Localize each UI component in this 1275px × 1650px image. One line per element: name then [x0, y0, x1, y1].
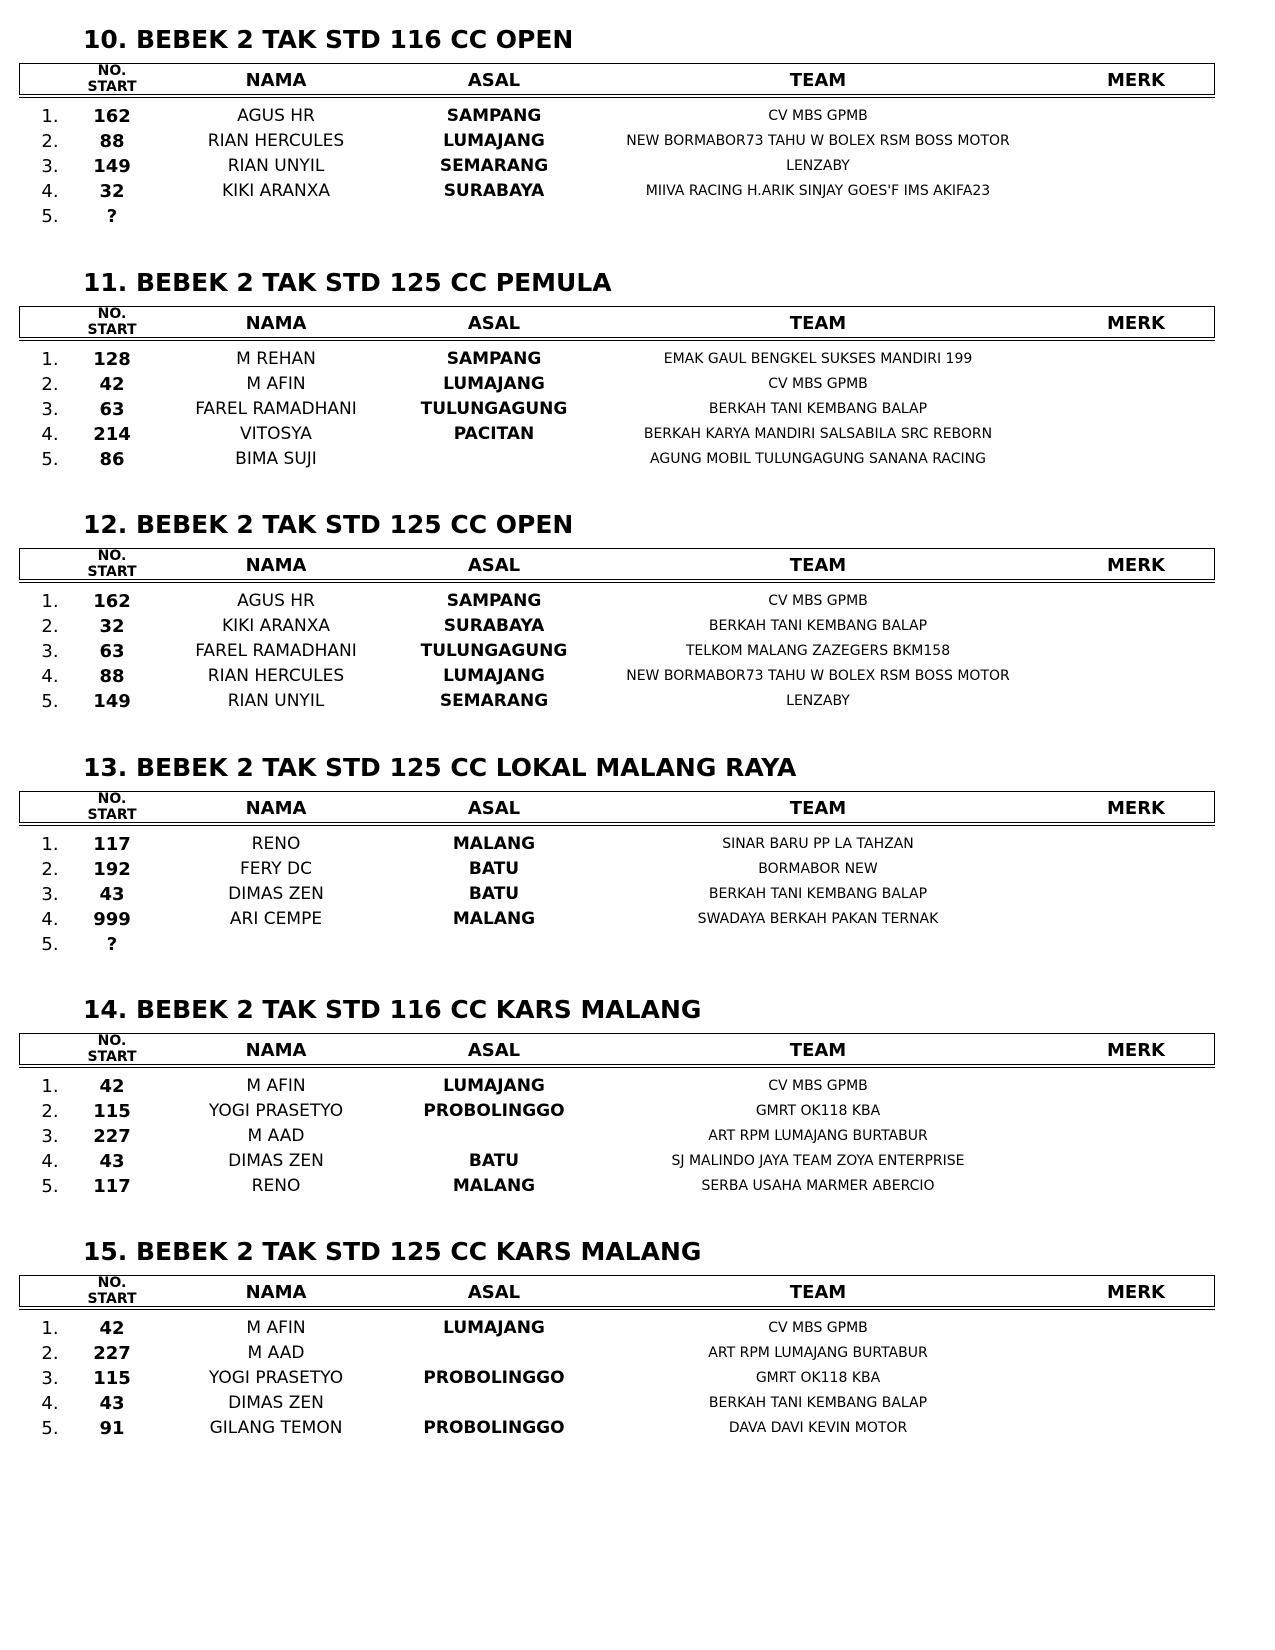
rider-name-cell: YOGI PRASETYO — [208, 1101, 344, 1121]
table-row — [0, 857, 1275, 882]
position-cell: 5. — [41, 691, 59, 712]
start-number-cell: 999 — [93, 909, 131, 930]
origin-cell: PROBOLINGGO — [423, 1101, 565, 1121]
table-row — [0, 1366, 1275, 1391]
team-cell: SWADAYA BERKAH PAKAN TERNAK — [697, 911, 939, 927]
rider-name-cell: M AAD — [247, 1343, 305, 1363]
rider-name-cell: M AFIN — [246, 1318, 306, 1338]
header-team: TEAM — [789, 313, 847, 334]
table-header — [19, 306, 1215, 338]
origin-cell: LUMAJANG — [443, 666, 545, 686]
table-body — [0, 832, 1275, 957]
header-team: TEAM — [789, 555, 847, 576]
position-cell: 1. — [41, 591, 59, 612]
rider-name-cell: M REHAN — [236, 349, 316, 369]
position-cell: 3. — [41, 641, 59, 662]
origin-cell: SURABAYA — [443, 616, 545, 636]
table-row — [0, 1124, 1275, 1149]
rider-name-cell: DIMAS ZEN — [228, 1393, 324, 1413]
start-number-cell: 43 — [99, 884, 125, 905]
header-no-start: NO. START — [87, 1033, 137, 1065]
table-header — [19, 1033, 1215, 1065]
start-number-cell: 128 — [93, 349, 131, 370]
start-number-cell: 91 — [99, 1418, 125, 1439]
team-cell: ART RPM LUMAJANG BURTABUR — [708, 1345, 928, 1361]
position-cell: 3. — [41, 156, 59, 177]
rider-name-cell: M AFIN — [246, 374, 306, 394]
table-row — [0, 614, 1275, 639]
race-section — [0, 268, 1275, 501]
header-divider — [19, 1064, 1215, 1065]
origin-cell: SAMPANG — [446, 106, 542, 126]
start-number-cell: 43 — [99, 1151, 125, 1172]
table-row — [0, 1391, 1275, 1416]
start-number-cell: 42 — [99, 374, 125, 395]
position-cell: 5. — [41, 934, 59, 955]
header-asal: ASAL — [467, 313, 521, 334]
team-cell: MIIVA RACING H.ARIK SINJAY GOES'F IMS AKIFA23 — [645, 183, 991, 199]
position-cell: 2. — [41, 131, 59, 152]
start-number-cell: 63 — [99, 399, 125, 420]
rider-name-cell: RIAN UNYIL — [227, 156, 325, 176]
position-cell: 4. — [41, 909, 59, 930]
team-cell: BERKAH KARYA MANDIRI SALSABILA SRC REBORN — [643, 426, 993, 442]
header-divider — [19, 1309, 1215, 1310]
header-team: TEAM — [789, 1040, 847, 1061]
header-divider — [19, 1067, 1215, 1068]
origin-cell: MALANG — [452, 1176, 536, 1196]
table-body — [0, 104, 1275, 229]
section-title: 12. BEBEK 2 TAK STD 125 CC OPEN — [83, 510, 574, 539]
position-cell: 1. — [41, 1318, 59, 1339]
origin-cell: LUMAJANG — [443, 374, 545, 394]
table-row — [0, 589, 1275, 614]
position-cell: 2. — [41, 616, 59, 637]
team-cell: BERKAH TANI KEMBANG BALAP — [708, 886, 928, 902]
position-cell: 3. — [41, 1368, 59, 1389]
team-cell: SINAR BARU PP LA TAHZAN — [722, 836, 914, 852]
header-divider — [19, 337, 1215, 338]
start-number-cell: 162 — [93, 106, 131, 127]
team-cell: BERKAH TANI KEMBANG BALAP — [708, 618, 928, 634]
header-divider — [19, 579, 1215, 580]
position-cell: 3. — [41, 399, 59, 420]
team-cell: CV MBS GPMB — [768, 593, 868, 609]
table-row — [0, 639, 1275, 664]
table-row — [0, 1416, 1275, 1441]
origin-cell: SEMARANG — [439, 691, 549, 711]
position-cell: 5. — [41, 1176, 59, 1197]
table-body — [0, 589, 1275, 714]
origin-cell: TULUNGAGUNG — [420, 399, 568, 419]
team-cell: ART RPM LUMAJANG BURTABUR — [708, 1128, 928, 1144]
header-no-start: NO. START — [87, 63, 137, 95]
rider-name-cell: AGUS HR — [237, 106, 315, 126]
table-row — [0, 397, 1275, 422]
team-cell: CV MBS GPMB — [768, 1078, 868, 1094]
rider-name-cell: KIKI ARANXA — [221, 181, 331, 201]
header-divider — [19, 582, 1215, 583]
race-section — [0, 995, 1275, 1228]
rider-name-cell: RIAN UNYIL — [227, 691, 325, 711]
table-row — [0, 882, 1275, 907]
table-row — [0, 832, 1275, 857]
position-cell: 5. — [41, 1418, 59, 1439]
origin-cell: PROBOLINGGO — [423, 1368, 565, 1388]
rider-name-cell: VITOSYA — [240, 424, 312, 444]
start-number-cell: 192 — [93, 859, 131, 880]
header-merk: MERK — [1106, 798, 1166, 819]
rider-name-cell: RIAN HERCULES — [207, 666, 345, 686]
table-row — [0, 1099, 1275, 1124]
position-cell: 4. — [41, 1151, 59, 1172]
table-row — [0, 447, 1275, 472]
team-cell: GMRT OK118 KBA — [755, 1370, 881, 1386]
table-row — [0, 1149, 1275, 1174]
table-row — [0, 1074, 1275, 1099]
origin-cell: PACITAN — [453, 424, 535, 444]
team-cell: CV MBS GPMB — [768, 108, 868, 124]
table-row — [0, 907, 1275, 932]
team-cell: BERKAH TANI KEMBANG BALAP — [708, 1395, 928, 1411]
origin-cell: LUMAJANG — [443, 1318, 545, 1338]
section-title: 14. BEBEK 2 TAK STD 116 CC KARS MALANG — [83, 995, 702, 1024]
position-cell: 4. — [41, 181, 59, 202]
start-number-cell: 117 — [93, 834, 131, 855]
team-cell: CV MBS GPMB — [768, 1320, 868, 1336]
header-merk: MERK — [1106, 555, 1166, 576]
table-row — [0, 372, 1275, 397]
header-asal: ASAL — [467, 70, 521, 91]
start-number-cell: 149 — [93, 156, 131, 177]
origin-cell: BATU — [468, 884, 520, 904]
team-cell: AGUNG MOBIL TULUNGAGUNG SANANA RACING — [650, 451, 986, 467]
origin-cell: LUMAJANG — [443, 1076, 545, 1096]
position-cell: 1. — [41, 1076, 59, 1097]
rider-name-cell: RENO — [251, 1176, 301, 1196]
header-no-start: NO. START — [87, 548, 137, 580]
start-number-cell: 88 — [99, 131, 125, 152]
header-divider — [19, 94, 1215, 95]
table-row — [0, 204, 1275, 229]
table-row — [0, 104, 1275, 129]
position-cell: 4. — [41, 424, 59, 445]
header-team: TEAM — [789, 798, 847, 819]
team-cell: DAVA DAVI KEVIN MOTOR — [728, 1420, 908, 1436]
start-number-cell: ? — [106, 206, 118, 227]
team-cell: TELKOM MALANG ZAZEGERS BKM158 — [685, 643, 951, 659]
race-section — [0, 753, 1275, 986]
start-number-cell: 63 — [99, 641, 125, 662]
rider-name-cell: FAREL RAMADHANI — [195, 641, 357, 661]
team-cell: BERKAH TANI KEMBANG BALAP — [708, 401, 928, 417]
rider-name-cell: FERY DC — [240, 859, 312, 879]
header-no-start: NO. START — [87, 791, 137, 823]
table-row — [0, 1316, 1275, 1341]
team-cell: LENZABY — [786, 158, 850, 174]
origin-cell: SAMPANG — [446, 591, 542, 611]
section-title: 10. BEBEK 2 TAK STD 116 CC OPEN — [83, 25, 574, 54]
rider-name-cell: KIKI ARANXA — [221, 616, 331, 636]
position-cell: 5. — [41, 449, 59, 470]
table-header — [19, 548, 1215, 580]
start-number-cell: 117 — [93, 1176, 131, 1197]
position-cell: 2. — [41, 1101, 59, 1122]
header-no-start: NO. START — [87, 306, 137, 338]
header-asal: ASAL — [467, 555, 521, 576]
position-cell: 3. — [41, 884, 59, 905]
header-nama: NAMA — [245, 798, 307, 819]
table-row — [0, 689, 1275, 714]
section-title: 11. BEBEK 2 TAK STD 125 CC PEMULA — [83, 268, 612, 297]
team-cell: SERBA USAHA MARMER ABERCIO — [701, 1178, 935, 1194]
start-number-cell: 88 — [99, 666, 125, 687]
table-body — [0, 1074, 1275, 1199]
team-cell: SJ MALINDO JAYA TEAM ZOYA ENTERPRISE — [671, 1153, 965, 1169]
table-row — [0, 422, 1275, 447]
origin-cell: BATU — [468, 859, 520, 879]
start-number-cell: 43 — [99, 1393, 125, 1414]
origin-cell: MALANG — [452, 834, 536, 854]
table-row — [0, 154, 1275, 179]
table-row — [0, 1174, 1275, 1199]
table-row — [0, 664, 1275, 689]
position-cell: 2. — [41, 1343, 59, 1364]
table-row — [0, 129, 1275, 154]
rider-name-cell: RIAN HERCULES — [207, 131, 345, 151]
start-number-cell: 149 — [93, 691, 131, 712]
rider-name-cell: M AFIN — [246, 1076, 306, 1096]
table-header — [19, 1275, 1215, 1307]
table-row — [0, 932, 1275, 957]
header-team: TEAM — [789, 1282, 847, 1303]
header-merk: MERK — [1106, 1040, 1166, 1061]
header-asal: ASAL — [467, 1040, 521, 1061]
rider-name-cell: RENO — [251, 834, 301, 854]
header-nama: NAMA — [245, 313, 307, 334]
start-number-cell: 162 — [93, 591, 131, 612]
position-cell: 5. — [41, 206, 59, 227]
table-row — [0, 179, 1275, 204]
start-number-cell: ? — [106, 934, 118, 955]
origin-cell: LUMAJANG — [443, 131, 545, 151]
rider-name-cell: FAREL RAMADHANI — [195, 399, 357, 419]
header-divider — [19, 822, 1215, 823]
origin-cell: SEMARANG — [439, 156, 549, 176]
table-body — [0, 1316, 1275, 1441]
team-cell: NEW BORMABOR73 TAHU W BOLEX RSM BOSS MOTOR — [626, 133, 1010, 149]
position-cell: 2. — [41, 374, 59, 395]
start-number-cell: 214 — [93, 424, 131, 445]
start-number-cell: 32 — [99, 616, 125, 637]
race-section — [0, 1237, 1275, 1470]
race-section — [0, 510, 1275, 743]
header-divider — [19, 340, 1215, 341]
rider-name-cell: ARI CEMPE — [229, 909, 323, 929]
position-cell: 1. — [41, 106, 59, 127]
start-number-cell: 42 — [99, 1318, 125, 1339]
section-title: 13. BEBEK 2 TAK STD 125 CC LOKAL MALANG RAYA — [83, 753, 797, 782]
table-header — [19, 791, 1215, 823]
header-asal: ASAL — [467, 798, 521, 819]
rider-name-cell: GILANG TEMON — [209, 1418, 343, 1438]
start-number-cell: 86 — [99, 449, 125, 470]
table-row — [0, 1341, 1275, 1366]
position-cell: 4. — [41, 1393, 59, 1414]
origin-cell: SURABAYA — [443, 181, 545, 201]
start-number-cell: 32 — [99, 181, 125, 202]
header-no-start: NO. START — [87, 1275, 137, 1307]
position-cell: 1. — [41, 834, 59, 855]
start-number-cell: 115 — [93, 1368, 131, 1389]
race-section — [0, 25, 1275, 258]
team-cell: BORMABOR NEW — [758, 861, 878, 877]
header-team: TEAM — [789, 70, 847, 91]
origin-cell: PROBOLINGGO — [423, 1418, 565, 1438]
position-cell: 1. — [41, 349, 59, 370]
rider-name-cell: BIMA SUJI — [235, 449, 317, 469]
header-asal: ASAL — [467, 1282, 521, 1303]
table-header — [19, 63, 1215, 95]
team-cell: NEW BORMABOR73 TAHU W BOLEX RSM BOSS MOTOR — [626, 668, 1010, 684]
header-divider — [19, 97, 1215, 98]
rider-name-cell: M AAD — [247, 1126, 305, 1146]
header-nama: NAMA — [245, 1282, 307, 1303]
origin-cell: TULUNGAGUNG — [420, 641, 568, 661]
header-divider — [19, 1306, 1215, 1307]
start-number-cell: 42 — [99, 1076, 125, 1097]
rider-name-cell: DIMAS ZEN — [228, 884, 324, 904]
header-merk: MERK — [1106, 70, 1166, 91]
rider-name-cell: DIMAS ZEN — [228, 1151, 324, 1171]
position-cell: 2. — [41, 859, 59, 880]
rider-name-cell: YOGI PRASETYO — [208, 1368, 344, 1388]
start-number-cell: 227 — [93, 1343, 131, 1364]
header-merk: MERK — [1106, 1282, 1166, 1303]
position-cell: 4. — [41, 666, 59, 687]
team-cell: LENZABY — [786, 693, 850, 709]
header-merk: MERK — [1106, 313, 1166, 334]
position-cell: 3. — [41, 1126, 59, 1147]
table-row — [0, 347, 1275, 372]
section-title: 15. BEBEK 2 TAK STD 125 CC KARS MALANG — [83, 1237, 702, 1266]
origin-cell: SAMPANG — [446, 349, 542, 369]
header-nama: NAMA — [245, 1040, 307, 1061]
header-nama: NAMA — [245, 555, 307, 576]
origin-cell: MALANG — [452, 909, 536, 929]
rider-name-cell: AGUS HR — [237, 591, 315, 611]
start-number-cell: 115 — [93, 1101, 131, 1122]
team-cell: EMAK GAUL BENGKEL SUKSES MANDIRI 199 — [663, 351, 973, 367]
origin-cell: BATU — [468, 1151, 520, 1171]
table-body — [0, 347, 1275, 472]
header-divider — [19, 825, 1215, 826]
header-nama: NAMA — [245, 70, 307, 91]
team-cell: CV MBS GPMB — [768, 376, 868, 392]
team-cell: GMRT OK118 KBA — [755, 1103, 881, 1119]
start-number-cell: 227 — [93, 1126, 131, 1147]
